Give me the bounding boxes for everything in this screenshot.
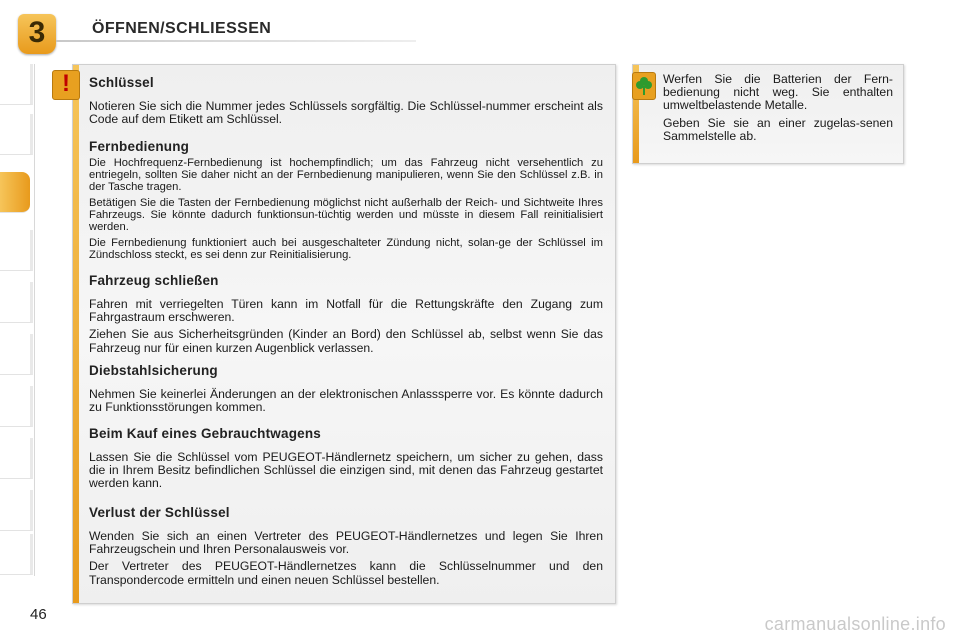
chapter-number: 3 <box>28 16 46 49</box>
section-fernbedienung <box>89 139 603 265</box>
section-paragraph: Nehmen Sie keinerlei Änderungen an der elektronischen Anlasssperre vor. Es könnte dadurch zu Funktionsstörungen kommen. <box>89 387 603 415</box>
section-paragraph: Lassen Sie die Schlüssel vom PEUGEOT-Händlernetz speichern, um sicher zu gehen, dass die in Ihrem Besitz befindlichen Schlüssel die einzigen sind, mit denen das Fahrzeug gestartet werden kann. <box>89 450 603 491</box>
leaf-environment-icon <box>632 72 656 100</box>
chapter-tab-9[interactable] <box>0 490 33 531</box>
page-title: ÖFFNEN/SCHLIESSEN <box>92 20 272 37</box>
chapter-tab-strip <box>0 64 35 576</box>
section-title: Fernbedienung <box>89 139 190 154</box>
panel-accent-stripe <box>73 65 79 603</box>
chapter-tab-2[interactable] <box>0 114 33 155</box>
header-rule <box>56 40 416 42</box>
chapter-tab-6[interactable] <box>0 334 33 375</box>
chapter-tab-5[interactable] <box>0 282 33 323</box>
section-title: Fahrzeug schließen <box>89 273 219 288</box>
watermark: carmanualsonline.info <box>764 614 946 634</box>
chapter-tab-1[interactable] <box>0 64 33 105</box>
section-paragraph: Ziehen Sie aus Sicherheitsgründen (Kinder an Bord) den Schlüssel ab, selbst wenn Sie das Fahrzeug nur für einen kurzen Augenblick verlassen. <box>89 327 603 355</box>
environment-note-text <box>663 73 893 147</box>
section-diebstahlsicherung <box>89 363 603 418</box>
section-paragraph: Wenden Sie sich an einen Vertreter des PEUGEOT-Händlernetzes und legen Sie Ihren Fahrzeugschein und Ihren Personalausweis vor. <box>89 529 603 557</box>
section-title: Diebstahlsicherung <box>89 363 218 378</box>
chapter-tab-10[interactable] <box>0 534 33 575</box>
section-paragraph: Die Fernbedienung funktioniert auch bei ausgeschalteter Zündung nicht, solan-ge der Schlüssel im Zündschloss steckt, es sei denn zur Reinitialisierung. <box>89 237 603 261</box>
warning-exclamation-icon: ! <box>52 70 80 100</box>
section-paragraph: Notieren Sie sich die Nummer jedes Schlüssels sorgfältig. Die Schlüssel-nummer erscheint als Code auf dem Etikett am Schlüssel. <box>89 99 603 127</box>
chapter-tab-4[interactable] <box>0 230 33 271</box>
environment-note-panel <box>632 64 904 164</box>
page-number: 46 <box>30 606 47 623</box>
section-verlust <box>89 505 603 591</box>
section-title: Verlust der Schlüssel <box>89 505 230 520</box>
section-schluessel <box>89 75 603 130</box>
section-paragraph: Fahren mit verriegelten Türen kann im Notfall für die Rettungskräfte den Zugang zum Fahrgastraum erschweren. <box>89 297 603 325</box>
note-paragraph: Geben Sie sie an einer zugelas-senen Sammelstelle ab. <box>663 115 893 143</box>
section-title: Schlüssel <box>89 75 154 90</box>
section-paragraph: Der Vertreter des PEUGEOT-Händlernetzes kann die Schlüsselnummer und den Transpondercode ermitteln und einen neuen Schlüssel bestellen. <box>89 559 603 587</box>
section-paragraph: Die Hochfrequenz-Fernbedienung ist hochempfindlich; um das Fahrzeug nicht versehentlich zu entriegeln, sollten Sie daher nicht an der Fernbedienung manipulieren, wenn Sie den Schlüssel z.B. in der Tasche tragen. <box>89 157 603 193</box>
section-fahrzeug-schliessen <box>89 273 603 359</box>
leaf-icon-graphic <box>633 73 655 99</box>
chapter-tab-3-active[interactable] <box>0 172 30 213</box>
section-gebrauchtwagen <box>89 426 603 495</box>
chapter-tab-8[interactable] <box>0 438 33 479</box>
section-title: Beim Kauf eines Gebrauchtwagens <box>89 426 322 441</box>
section-paragraph: Betätigen Sie die Tasten der Fernbedienung möglichst nicht außerhalb der Reich- und Sichtweite Ihres Fahrzeugs. Sie könnte dadurch funktionsun-tüchtig werden und müsste in diesem Fall reinitialisiert werden. <box>89 197 603 233</box>
chapter-badge <box>18 14 56 54</box>
warning-panel <box>72 64 616 604</box>
chapter-tab-7[interactable] <box>0 386 33 427</box>
note-paragraph: Werfen Sie die Batterien der Fern-bedienung nicht weg. Sie enthalten umweltbelastende Metalle. <box>663 72 893 113</box>
